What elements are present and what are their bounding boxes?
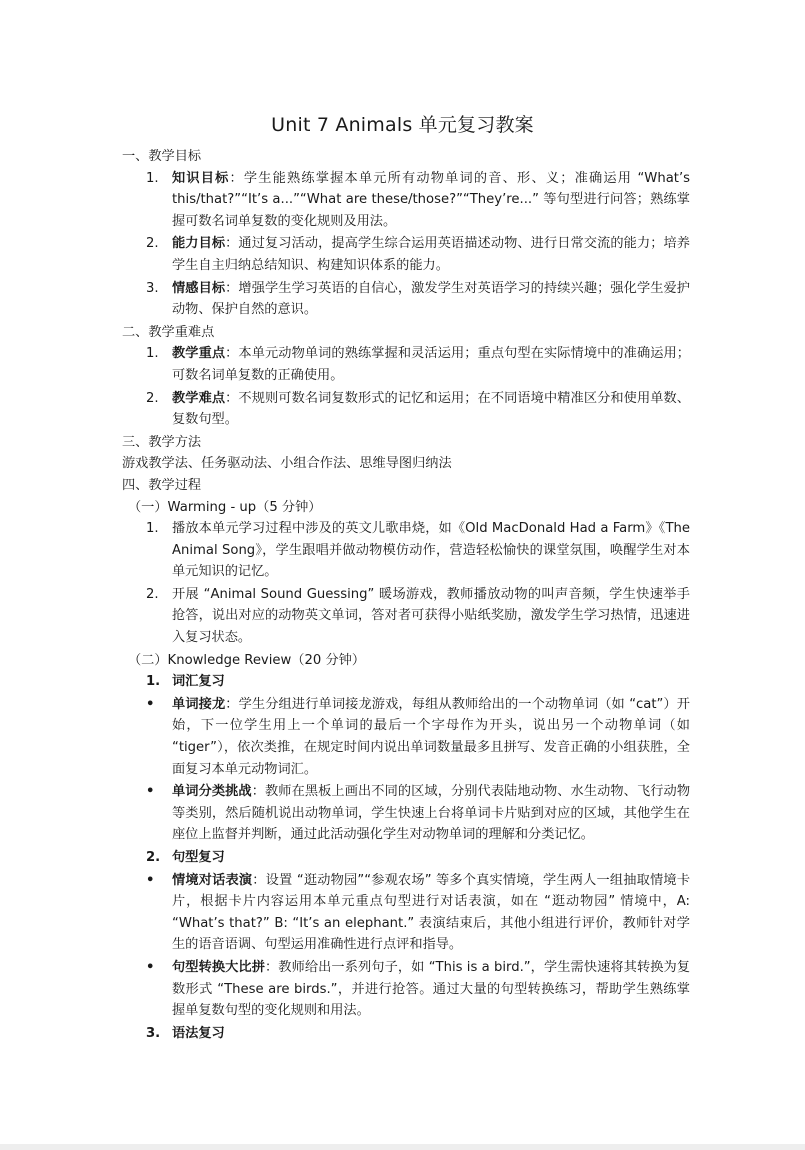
item-label: 能力目标 xyxy=(172,236,226,252)
bullet-dot-icon: • xyxy=(146,959,155,975)
review-heading-vocab xyxy=(122,671,690,693)
warmup-item xyxy=(122,584,690,649)
item-text: 播放本单元学习过程中涉及的英文儿歌串烧，如《Old MacDonald Had a Farm》《The Animal Song》，学生跟唱并做动物模仿动作，营造轻松愉快的课堂氛围，唤醒学生对本单元知识的记忆。 xyxy=(172,521,690,580)
item-label: 单词分类挑战 xyxy=(172,784,252,800)
key-point-item xyxy=(122,343,690,386)
item-text: 开展 “Animal Sound Guessing” 暖场游戏，教师播放动物的叫声音频，学生快速举手抢答，说出对应的动物英文单词，答对者可获得小贴纸奖励，激发学生学习热情，迅速进入复习状态。 xyxy=(172,586,690,646)
bullet-dot-icon: • xyxy=(146,872,155,888)
item-text: ：增强学生学习英语的自信心，激发学生对英语学习的持续兴趣；强化学生爱护动物、保护自然的意识。 xyxy=(172,280,690,318)
item-label: 教学重点 xyxy=(172,346,226,362)
item-label: 语法复习 xyxy=(172,1025,225,1041)
page-title: Unit 7 Animals 单元复习教案 xyxy=(271,114,534,136)
item-number: 2. xyxy=(146,586,159,602)
section-heading-process: 四、教学过程 xyxy=(122,477,202,493)
item-text: ：设置 “逛动物园”“参观农场” 等多个真实情境，学生两人一组抽取情境卡片，根据卡片内容运用本单元重点句型进行对话表演，如在 “逛动物园” 情境中，A: “What’s that?” B: “It’s an elephant.” 表演结束后，其他小组进行评价，教师针对学生的语音语调、句型运用准确性进行点评和指导。 xyxy=(172,872,691,953)
review-heading-sentence xyxy=(122,847,690,869)
item-number: 3. xyxy=(146,1025,161,1041)
item-text: ：学生分组进行单词接龙游戏，每组从教师给出的一个动物单词（如 “cat”）开始，下一位学生用上一个单词的最后一个字母作为开头，说出另一个动物单词（如 “tiger”），依次类推，在规定时间内说出单词数量最多且拼写、发音正确的小组获胜，全面复习本单元动物词汇。 xyxy=(172,696,690,777)
subsection-heading-review: （二）Knowledge Review（20 分钟） xyxy=(128,652,366,668)
bullet-item xyxy=(122,957,690,1022)
item-text: ：学生能熟练掌握本单元所有动物单词的音、形、义；准确运用 “What’s this/that?”“It’s a...”“What are these/those?”“They’re...” 等句型进行问答；熟练掌握可数名词单复数的变化规则及用法。 xyxy=(172,170,691,229)
item-number: 2. xyxy=(146,850,161,865)
item-text: ：教师给出一系列句子，如 “This is a bird.”，学生需快速将其转换为复数形式 “These are birds.”，并进行抢答。通过大量的句型转换练习，帮助学生熟练掌握单复数句型的变化规则和用法。 xyxy=(172,959,691,1019)
review-heading-grammar xyxy=(122,1023,690,1045)
item-number: 1. xyxy=(146,521,159,537)
section-heading-methods: 三、教学方法 xyxy=(122,434,202,450)
bullet-item xyxy=(122,781,690,846)
section-heading-objectives: 一、教学目标 xyxy=(122,149,202,164)
lesson-plan-body xyxy=(122,146,690,1045)
objective-item xyxy=(122,278,690,321)
item-number: 1. xyxy=(146,674,161,690)
objective-item xyxy=(122,168,690,233)
item-label: 情感目标 xyxy=(172,280,226,296)
methods-text: 游戏教学法、任务驱动法、小组合作法、思维导图归纳法 xyxy=(122,456,452,472)
item-text: ：不规则可数名词复数形式的记忆和运用；在不同语境中精准区分和使用单数、复数句型。 xyxy=(172,390,690,428)
item-label: 情境对话表演 xyxy=(172,872,253,888)
item-text: ：教师在黑板上画出不同的区域，分别代表陆地动物、水生动物、飞行动物等类别，然后随机说出动物单词，学生快速上台将单词卡片贴到对应的区域，其他学生在座位上监督并判断，通过此活动强化学生对动物单词的理解和分类记忆。 xyxy=(172,784,691,843)
item-label: 词汇复习 xyxy=(172,674,225,690)
item-number: 2. xyxy=(146,236,159,252)
item-label: 句型转换大比拼 xyxy=(172,959,265,975)
subsection-heading-warmup: （一）Warming - up（5 分钟） xyxy=(128,499,322,515)
item-number: 1. xyxy=(146,346,159,362)
page-bottom-edge xyxy=(0,1144,805,1150)
bullet-item xyxy=(122,694,690,780)
bullet-item xyxy=(122,870,690,956)
item-number: 2. xyxy=(146,390,159,406)
item-text: ：通过复习活动，提高学生综合运用英语描述动物、进行日常交流的能力；培养学生自主归纳总结知识、构建知识体系的能力。 xyxy=(172,236,690,273)
section-heading-key-points: 二、教学重难点 xyxy=(122,324,215,340)
bullet-dot-icon: • xyxy=(146,696,155,712)
item-number: 3. xyxy=(146,280,159,296)
item-label: 知识目标 xyxy=(172,170,230,186)
warmup-item xyxy=(122,518,690,583)
item-text: ：本单元动物单词的熟练掌握和灵活运用；重点句型在实际情境中的准确运用；可数名词单复数的正确使用。 xyxy=(172,346,690,383)
item-label: 单词接龙 xyxy=(172,696,226,712)
item-number: 1. xyxy=(146,170,159,186)
bullet-dot-icon: • xyxy=(146,784,155,800)
key-point-item xyxy=(122,388,690,431)
objective-item xyxy=(122,233,690,276)
item-label: 教学难点 xyxy=(172,390,226,406)
item-label: 句型复习 xyxy=(172,850,225,865)
